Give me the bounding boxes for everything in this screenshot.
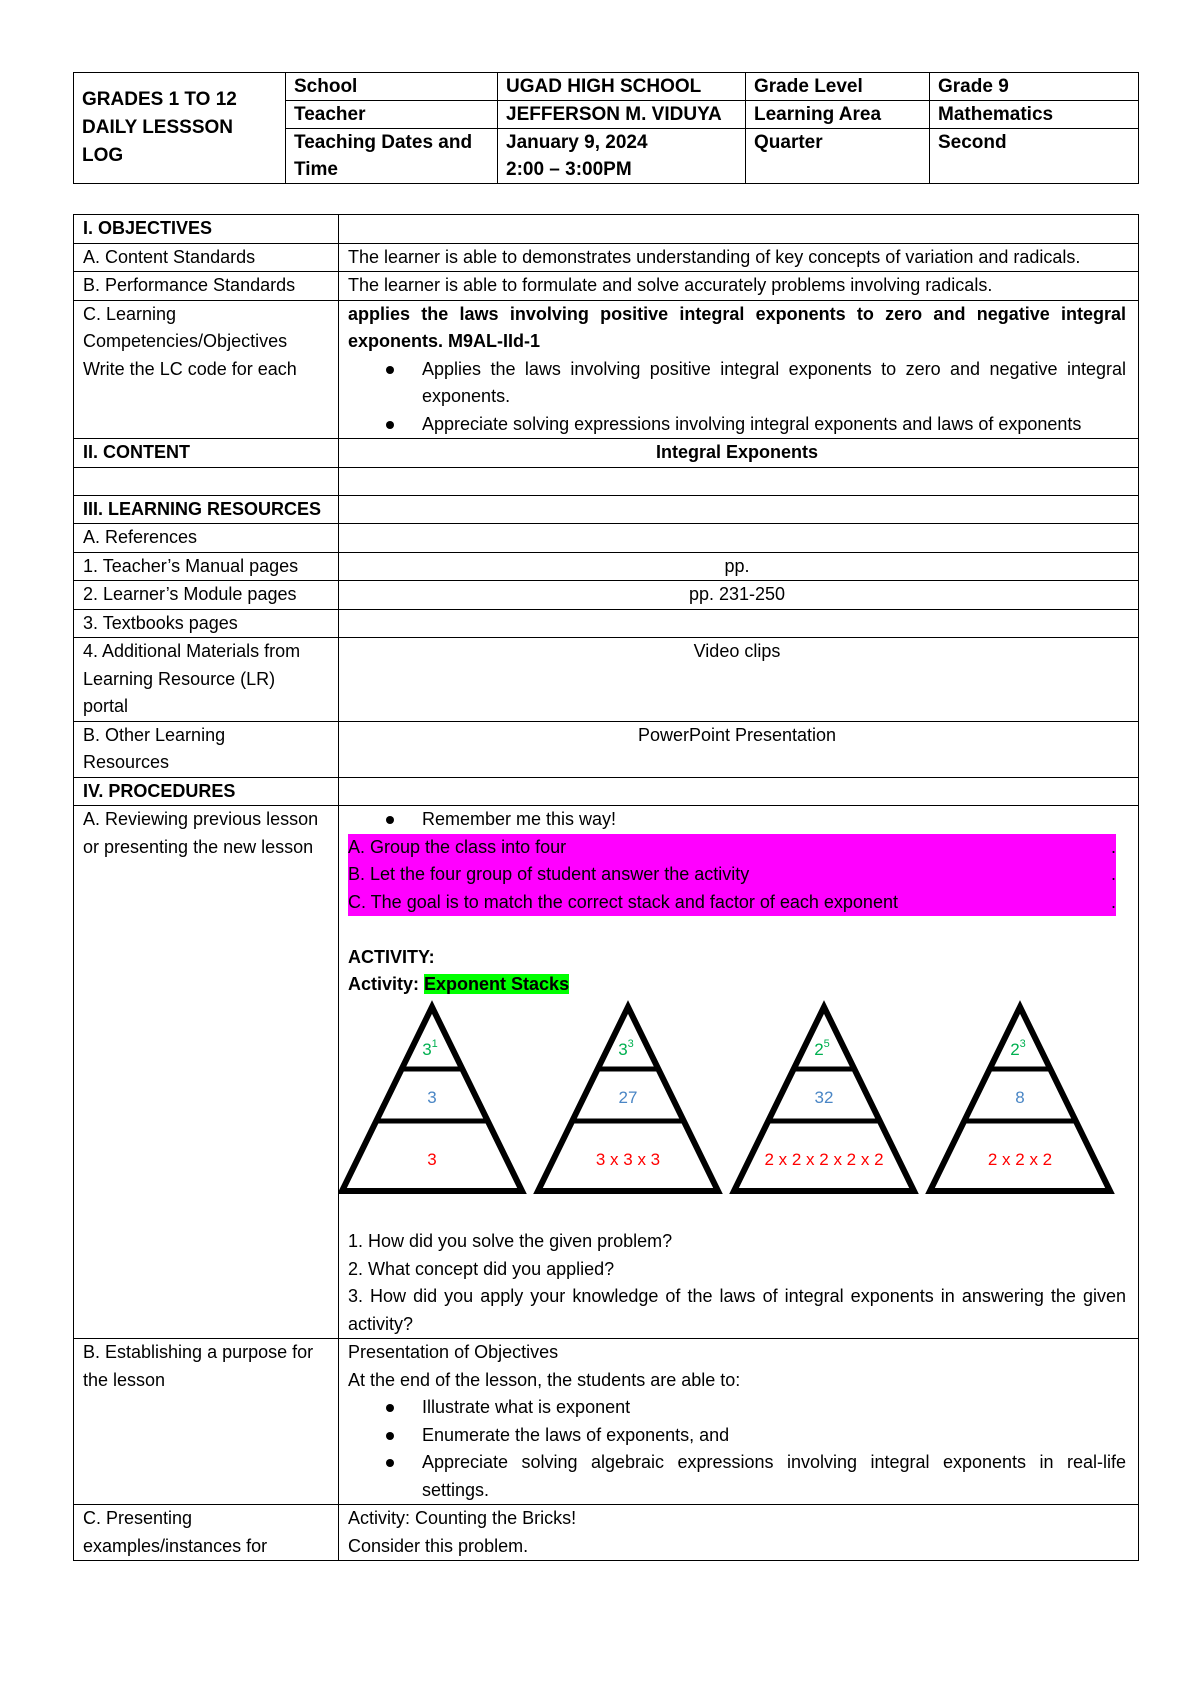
pyramid-power: $2^3$ [1010,1037,1026,1059]
purpose-label: B. Establishing a purpose for the lesson [74,1339,339,1505]
performance-standards-value: The learner is able to formulate and solve accurately problems involving radicals. [339,272,1139,301]
reviewing-label: A. Reviewing previous lesson or presenting the new lesson [74,806,339,1339]
exponent-stacks [338,999,1138,1201]
reviewing-value [339,806,1139,1339]
pyramid-value: 27 [618,1087,638,1107]
other-resources-value: PowerPoint Presentation [339,721,1139,777]
performance-standards-label: B. Performance Standards [74,272,339,301]
list-item: Appreciate solving expressions involving integral exponents and laws of exponents [422,411,1126,439]
grade-level-value: Grade 9 [930,73,1139,101]
learning-area-value: Mathematics [930,101,1139,129]
purpose-intro: At the end of the lesson, the students are able to: [348,1369,741,1390]
highlight-line: C. The goal is to match the correct stack and factor of each exponent . [348,889,1116,917]
purpose-title: Presentation of Objectives [348,1342,559,1362]
pyramid-value: 8 [1015,1087,1025,1107]
quarter-label: Quarter [746,129,930,184]
activity-title: Activity: Exponent Stacks [348,974,570,994]
objectives-heading: I. OBJECTIVES [74,215,339,244]
list-item: Appreciate solving algebraic expressions involving integral exponents in real-life settings. [422,1449,1126,1504]
school-label: School [286,73,498,101]
list-item: Applies the laws involving positive integral exponents to zero and negative integral exponents. [422,356,1126,411]
reviewing-list [348,806,1126,834]
other-resources-label: B. Other Learning Resources [74,721,339,777]
learner-module-label: 2. Learner’s Module pages [74,581,339,610]
highlight-line: B. Let the four group of student answer the activity . [348,861,1116,889]
presenting-value [339,1505,1139,1561]
competencies-value [339,300,1139,439]
log-title-line2: DAILY LESSSON LOG [82,117,233,166]
school-value: UGAD HIGH SCHOOL [498,73,746,101]
teacher-manual-value: pp. [339,552,1139,581]
presenting-label: C. Presenting examples/instances for [74,1505,339,1561]
teacher-manual-label: 1. Teacher’s Manual pages [74,552,339,581]
competencies-main: applies the laws involving positive integral exponents to zero and negative integral exponents. M9AL-IId-1 [348,303,1126,351]
quarter-value: Second [930,129,1139,184]
dates-label: Teaching Dates and Time [286,129,498,184]
learning-area-label: Learning Area [746,101,930,129]
dates-value-line1: January 9, 2024 [506,132,648,153]
content-value: Integral Exponents [339,439,1139,468]
references-label: A. References [74,524,339,553]
list-item: Enumerate the laws of exponents, and [422,1422,1126,1450]
list-item: Illustrate what is exponent [422,1394,1126,1422]
teacher-label: Teacher [286,101,498,129]
activity-name: Exponent Stacks [424,974,570,994]
highlight-line: A. Group the class into four . [348,834,1116,862]
competencies-label: C. Learning Competencies/Objectives Write the LC code for each [74,300,339,439]
dates-value-line2: 2:00 – 3:00PM [506,159,632,180]
pyramid-power: $2^5$ [814,1037,830,1059]
activity-heading: ACTIVITY: [348,946,435,967]
list-item: 3. How did you apply your knowledge of the laws of integral exponents in answering the given activity? [348,1286,1126,1334]
additional-materials-label: 4. Additional Materials from Learning Resource (LR) portal [74,638,339,722]
pyramid-factors: 2 x 2 x 2 [987,1149,1053,1169]
lesson-table [73,214,1139,1561]
list-item: 1. How did you solve the given problem? [348,1231,673,1251]
textbook-label: 3. Textbooks pages [74,609,339,638]
pyramid-value: 3 [427,1087,437,1107]
learner-module-value: pp. 231-250 [339,581,1139,610]
list-item: Remember me this way! [422,806,1126,834]
additional-materials-value: Video clips [339,638,1139,722]
pyramid-power: $3^1$ [422,1037,438,1059]
presenting-line1: Activity: Counting the Bricks! [348,1508,577,1528]
activity-questions [348,1228,1126,1338]
content-standards-value: The learner is able to demonstrates understanding of key concepts of variation and radicals. [339,243,1139,272]
log-title-line1: GRADES 1 TO 12 [82,89,237,110]
procedures-heading: IV. PROCEDURES [74,777,339,806]
content-standards-label: A. Content Standards [74,243,339,272]
pyramid-factors: 3 [427,1149,437,1169]
pyramid-power: $3^3$ [618,1037,634,1059]
purpose-list [348,1394,1126,1504]
competencies-list [348,356,1126,439]
content-heading: II. CONTENT [74,439,339,468]
pyramid-factors: 3 x 3 x 3 [595,1149,661,1169]
pyramid-value: 32 [814,1087,834,1107]
presenting-line2: Consider this problem. [348,1535,529,1556]
resources-heading: III. LEARNING RESOURCES [74,495,339,524]
header-table [73,72,1139,184]
teacher-value: JEFFERSON M. VIDUYA [498,101,746,129]
pyramid-factors: 2 x 2 x 2 x 2 x 2 [764,1149,884,1169]
purpose-value [339,1339,1139,1505]
grade-level-label: Grade Level [746,73,930,101]
list-item: 2. What concept did you applied? [348,1258,615,1279]
dates-value [498,129,746,184]
exponent-stacks-figure [338,999,1160,1201]
log-title [74,73,286,184]
